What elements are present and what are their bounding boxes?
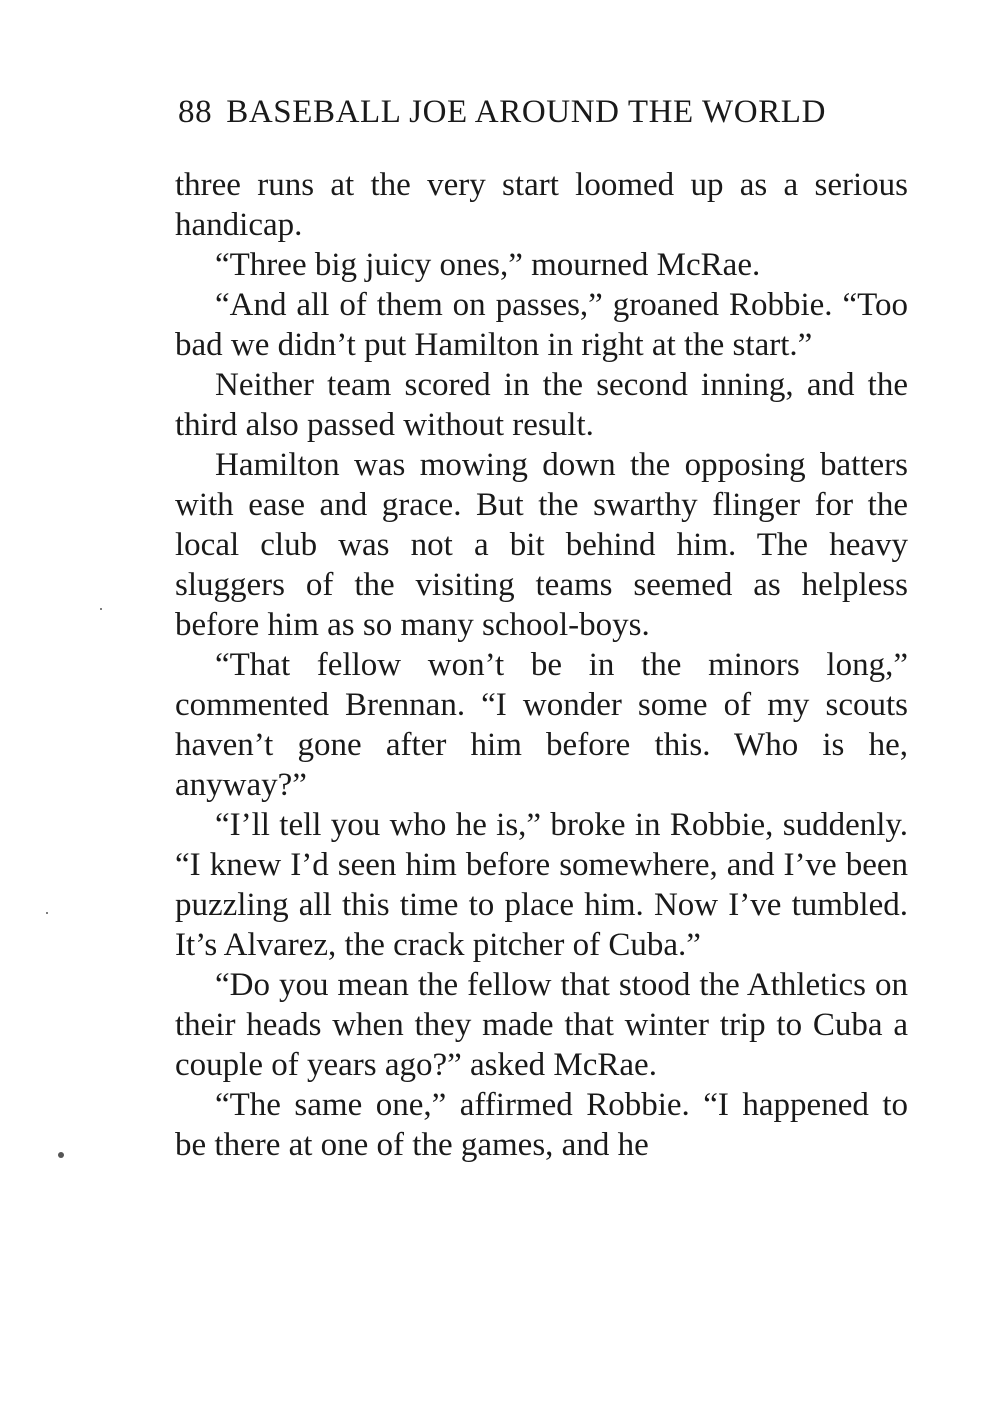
paragraph: “The same one,” affirmed Robbie. “I happened to be there at one of the games, and he xyxy=(175,1087,908,1163)
paragraph: Hamilton was mowing down the opposing batters with ease and grace. But the swarthy flinger for the local club was not a bit behind him. The heavy sluggers of the visiting teams seemed as helpless before him as so many school-boys. xyxy=(175,447,908,643)
page-number: 88 xyxy=(178,94,213,130)
body-text xyxy=(175,165,908,1165)
paragraph: Neither team scored in the second inning, and the third also passed without result. xyxy=(175,367,908,443)
paragraph: “I’ll tell you who he is,” broke in Robbie, suddenly. “I knew I’d seen him before somewhere, and I’ve been puzzling all this time to place him. Now I’ve tumbled. It’s Alvarez, the crack pitcher of Cuba.” xyxy=(175,807,908,963)
running-title: BASEBALL JOE AROUND THE WORLD xyxy=(226,94,827,130)
paragraph: “And all of them on passes,” groaned Robbie. “Too bad we didn’t put Hamilton in right at the start.” xyxy=(175,287,908,363)
scan-speck xyxy=(100,608,102,610)
scan-speck xyxy=(46,912,48,914)
paragraph: “Three big juicy ones,” mourned McRae. xyxy=(215,247,761,283)
paragraph: “Do you mean the fellow that stood the Athletics on their heads when they made that winter trip to Cuba a couple of years ago?” asked McRae. xyxy=(175,967,908,1083)
running-header xyxy=(178,92,888,132)
paragraph: “That fellow won’t be in the minors long,” commented Brennan. “I wonder some of my scouts haven’t gone after him before this. Who is he, anyway?” xyxy=(175,647,908,803)
scan-speck xyxy=(58,1152,64,1158)
paragraph-continued: three runs at the very start loomed up as a serious handicap. xyxy=(175,167,908,243)
